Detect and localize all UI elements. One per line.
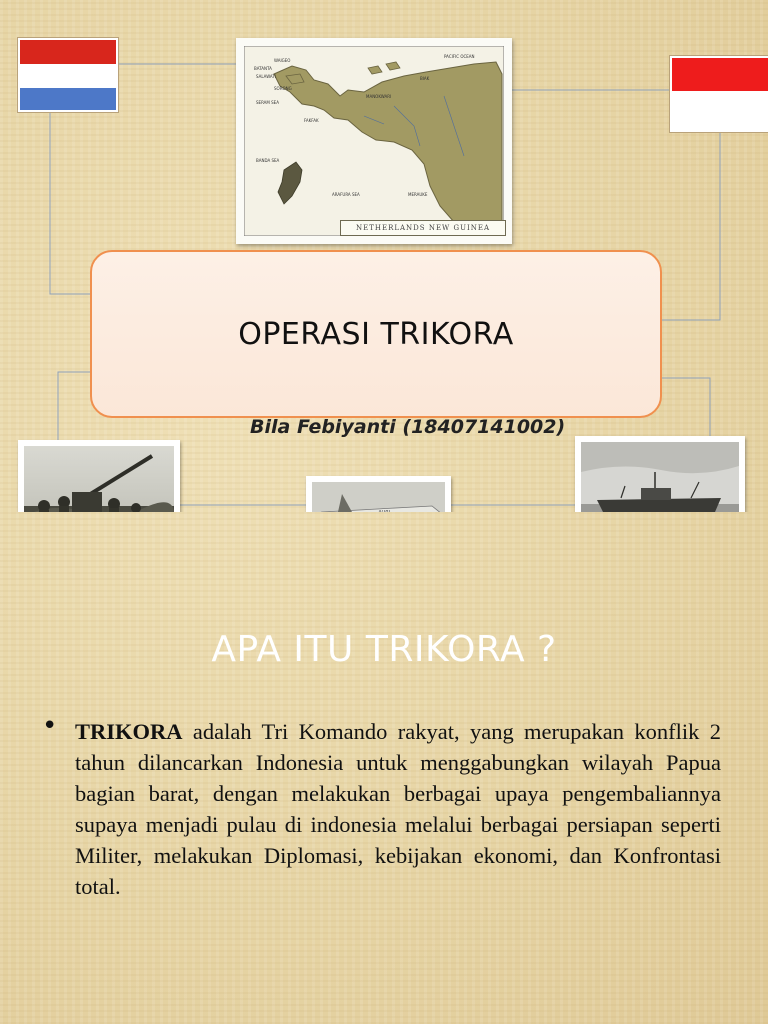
troops-photo-image bbox=[312, 482, 445, 516]
patrol-boat-photo bbox=[575, 436, 745, 512]
bullet-text: adalah Tri Komando rakyat, yang merupakan konflik 2 tahun dilancarkan Indonesia untuk menggabungkan wilayah Papua bagian barat, dengan melakukan berbagai upaya pengembaliannya supaya menjadi pulau di indonesia melalui berbagai persiapan seperti Militer, melakukan Diplomasi, kebijakan ekonomi, dan Konfrontasi total. bbox=[75, 719, 721, 899]
anti-aircraft-gun-photo bbox=[18, 440, 180, 512]
map-label-manokwari: MANOKWARI bbox=[366, 94, 392, 99]
gun-photo-image bbox=[24, 446, 174, 512]
slide-title-text: OPERASI TRIKORA bbox=[238, 316, 514, 352]
netherlands-new-guinea-map bbox=[236, 38, 512, 244]
indonesia-flag bbox=[670, 56, 768, 132]
map-label-banda-sea: BANDA SEA bbox=[256, 158, 280, 163]
ship-photo-image bbox=[581, 442, 739, 512]
troops-aircraft-photo bbox=[306, 476, 451, 516]
bullet-icon: • bbox=[42, 711, 58, 741]
map-label-salawati: SALAWATI bbox=[256, 74, 276, 79]
map-label-arafura-sea: ARAFURA SEA bbox=[332, 192, 360, 197]
map-label-seram-sea: SERAM SEA bbox=[256, 100, 279, 105]
map-label-merauke: MERAUKE bbox=[408, 192, 428, 197]
svg-text:AURI: AURI bbox=[378, 510, 391, 516]
map-label-pacific-ocean: PACIFIC OCEAN bbox=[444, 54, 475, 59]
author-name: Bila Febiyanti (18407141002) bbox=[250, 416, 566, 438]
map-banner: NETHERLANDS NEW GUINEA bbox=[340, 220, 506, 236]
map-label-waigeo: WAIGEO bbox=[274, 58, 291, 63]
section-heading: APA ITU TRIKORA ? bbox=[211, 629, 557, 670]
map-label-fakfak: FAKFAK bbox=[304, 118, 319, 123]
map-label-biak: BIAK bbox=[420, 76, 430, 81]
map-image bbox=[244, 46, 504, 236]
map-label-sorong: SORONG bbox=[274, 86, 292, 91]
netherlands-flag bbox=[18, 38, 118, 112]
bullet-paragraph bbox=[75, 716, 721, 902]
slide-definition bbox=[0, 512, 768, 1024]
title-box bbox=[90, 250, 662, 418]
bullet-term: TRIKORA bbox=[75, 719, 183, 744]
map-label-batanta: BATANTA bbox=[254, 66, 272, 71]
